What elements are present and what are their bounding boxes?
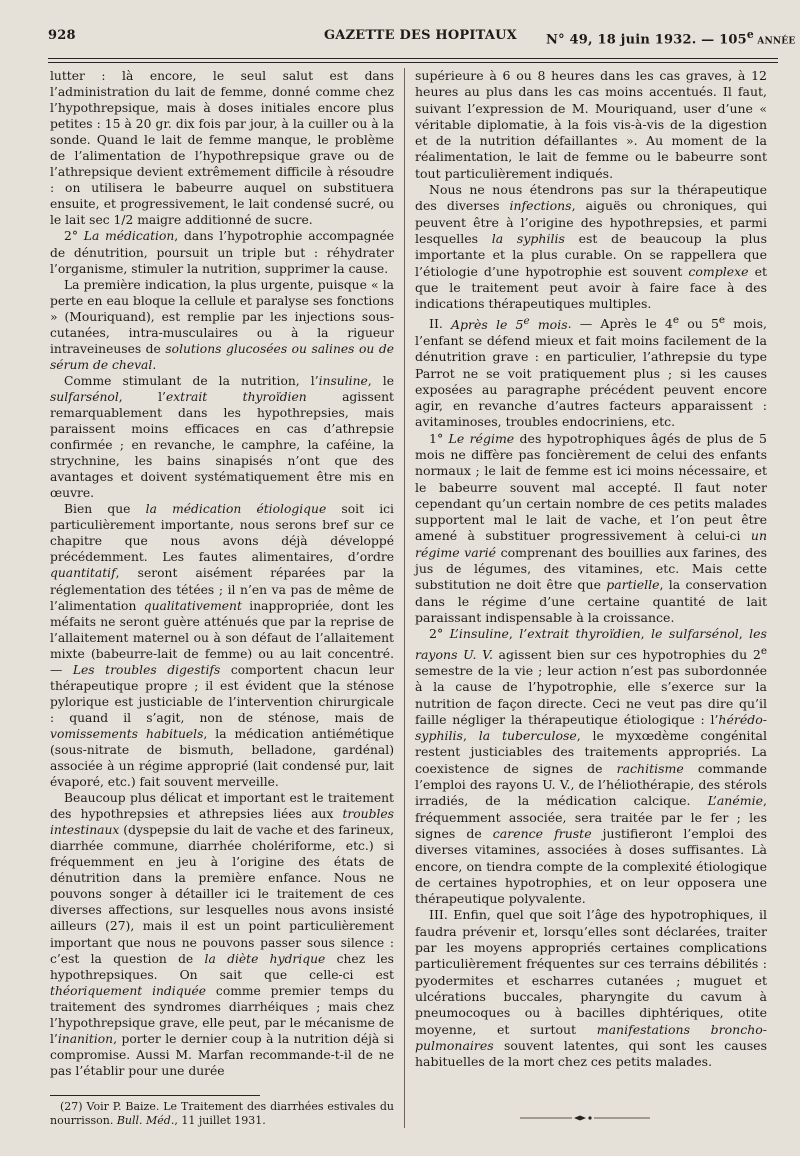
issue-info (546, 28, 795, 47)
left-column (50, 68, 394, 1079)
footnote-text: (27) Voir P. Baize. Le Traitement des diarrhées estivales du nourrisson. Bull. Méd., 11 juillet 1931. (50, 1100, 394, 1127)
footnote-rule (50, 1095, 260, 1096)
paragraph: Beaucoup plus délicat et important est le traitement des hypothrepsies et athrepsies liées aux troubles intestinaux (dyspepsie du lait de vache et des farineux, diarrhée commune, diarrhée cholériforme, etc.) si fréquemment en jeu à l’origine des états de dénutrition dans la première enfance. Nous ne pouvons songer à détailler ici le traitement de ces diverses affections, sur lesquelles nous avons insisté ailleurs (27), mais il est un point particulièrement important que nous ne pouvons passer sous silence : c’est la question de la diète hydrique chez les hypothrepsiques. On sait que celle-ci est théoriquement indiquée comme premier temps du traitement des syndromes diarrhéiques ; mais chez l’hypothrepsique grave, elle peut, par le mécanisme de l’inanition, porter le dernier coup à la nutrition déjà si compromise. Aussi M. Marfan recommande-t-il de ne pas l’établir pour une durée (50, 791, 394, 1078)
paragraph: Bien que la médication étiologique soit ici particulièrement importante, nous serons bref sur ce chapitre que nous avons déjà développé précédemment. Les fautes alimentaires, d’ordre quantitatif, seront aisément réparées par la réglementation des tétées ; il n’en va pas de même de l’alimentation qualitativement inappropriée, dont les méfaits ne seront guère atténués que par la reprise de l’allaitement maternel ou à son défaut de l’allaitement mixte (babeurre-lait de femme) ou au lait concentré. — Les troubles digestifs comportent chacun leur thérapeutique propre ; il est évident que la sténose pylorique est justiciable de l’intervention chirurgicale : quand il s’agit, non de sténose, mais de vomissements habituels, la médication antiémétique (sous-nitrate de bismuth, belladone, gardénal) associée à un régime approprié (lait condensé pur, lait évaporé, etc.) fait souvent merveille. (50, 502, 394, 790)
paragraph: 2° L’insuline, l’extrait thyroïdien, le sulfarsénol, les rayons U. V. agissent bien sur ces hypotrophies du 2e semestre de la vie ; leur action n’est pas subordonnée à la cause de l’hypotrophie, elle s’exerce sur la nutrition de façon directe. Ceci ne veut pas dire qu’il faille négliger la thérapeutique étiologique : l’hérédo-syphilis, la tuberculose, le myxœdème congénital restent justiciables des traitements appropriés. La coexistence de signes de rachitisme commande l’emploi des rayons U. V., de l’héliothérapie, des stérols irradiés, de la médication calcique. L’anémie, fréquemment associée, sera traitée par le fer ; les signes de carence fruste justifieront l’emploi des diverses vitamines, associées à doses suffisantes. Là encore, on tiendra compte de la complexité étiologique de certaines hypotrophies, et on leur opposera une thérapeutique polyvalente. (415, 626, 768, 907)
paragraph: 2° La médication, dans l’hypotrophie accompagnée de dénutrition, poursuit un triple but : réhydrater l’organisme, stimuler la nutrition, supprimer la cause. (50, 229, 394, 276)
end-ornament-icon (520, 1114, 650, 1122)
journal-title: GAZETTE DES HOPITAUX (324, 28, 517, 43)
paragraph: lutter : là encore, le seul salut est dans l’administration du lait de femme, donné comme chez l’hypothrepsique, mais à doses initiales encore plus petites : 15 à 20 gr. dix fois par jour, à la cuiller ou à la sonde. Quand le lait de femme manque, le problème de l’alimentation de l’hypothrepsique grave ou de l’athrepsique devient extrêmement difficile à résoudre : on utilisera le babeurre auquel on substituera ensuite, et progressivement, le lait condensé sucré, ou le lait sec 1/2 maigre additionné de sucre. (50, 69, 394, 228)
issue-date: N° 49, 18 juin 1932. — 105 (546, 32, 747, 48)
paragraph: III. Enfin, quel que soit l’âge des hypotrophiques, il faudra prévenir et, lorsqu’elles sont déclarées, traiter par les moyens appropriés certaines complications particulièrement fréquentes sur ces terrains débilités : pyodermites et escharres cutanées ; muguet et ulcérations buccales, pharyngite du cavum à pneumocoques ou à bacilles diphtériques, otite moyenne, et surtout manifestations broncho-pulmonaires souvent latentes, qui sont les causes habituelles de la mort chez ces petits malades. (415, 907, 767, 1070)
paragraph: Comme stimulant de la nutrition, l’insuline, le sulfarsénol, l’extrait thyroïdien agissent remarquablement dans les hypothrepsies, mais paraissent moins efficaces en cas d’athrepsie confirmée ; en revanche, le camphre, la caféine, la strychnine, les bains sinapisés n’ont que des avantages et doivent systématiquement être mis en œuvre. (50, 373, 394, 501)
running-header (48, 28, 796, 50)
right-column (415, 68, 767, 1070)
issue-ordinal: e (746, 28, 754, 41)
column-separator (404, 68, 405, 1128)
header-rule (48, 58, 778, 59)
issue-annee: ANNÉE (753, 36, 796, 47)
page-number: 928 (48, 28, 76, 43)
paragraph: 1° Le régime des hypotrophiques âgés de plus de 5 mois ne diffère pas foncièrement de celui des enfants normaux ; le lait de femme est ici moins nécessaire, et le babeurre souvent mal accepté. Il faut noter cependant qu’un certain nombre de ces petits malades supportent mal le lait de vache, et l’on peut être amené à substituer progressivement à celui-ci un régime varié comprenant des bouillies aux farines, des jus de légumes, des vitamines, etc. Mais cette substitution ne doit être que partielle, la conservation dans le régime d’une certaine quantité de lait paraissant indispensable à la croissance. (415, 430, 768, 625)
header-rule-thin (48, 62, 778, 63)
paragraph: supérieure à 6 ou 8 heures dans les cas graves, à 12 heures au plus dans les cas moins accentués. Il faut, suivant l’expression de M. Mouriquand, user d’une « véritable diplomatie, à la fois vis-à-vis de la digestion et de la nutrition défaillantes ». Au moment de la réalimentation, le lait de femme ou le babeurre sont tout particulièrement indiqués. (415, 68, 767, 181)
footnote (50, 1100, 394, 1128)
paragraph: Nous ne nous étendrons pas sur la thérapeutique des diverses infections, aiguës ou chroniques, qui peuvent être à l’origine des hypothrepsies, et parmi lesquelles la syphilis est de beaucoup la plus importante et la plus curable. On se rappellera que l’étiologie d’une hypotrophie est souvent complexe et que le traitement peut avoir à faire face à des indications thérapeutiques multiples. (415, 182, 767, 312)
paragraph: La première indication, la plus urgente, puisque « la perte en eau bloque la cellule et paralyse ses fonctions » (Mouriquand), est remplie par les injections sous-cutanées, intra-musculaires ou à la rigueur intraveineuses de solutions glucosées ou salines ou de sérum de cheval. (50, 277, 394, 372)
paragraph: II. Après le 5e mois. — Après le 4e ou 5e mois, l’enfant se défend mieux et fait moins facilement de la dénutrition grave : en particulier, l’athrepsie du type Parrot ne se voit pratiquement plus ; si les causes exposées au paragraphe précédent peuvent encore agir, en revanche d’autres facteurs apparaissent : avitaminoses, troubles endocriniens, etc. (415, 314, 767, 430)
